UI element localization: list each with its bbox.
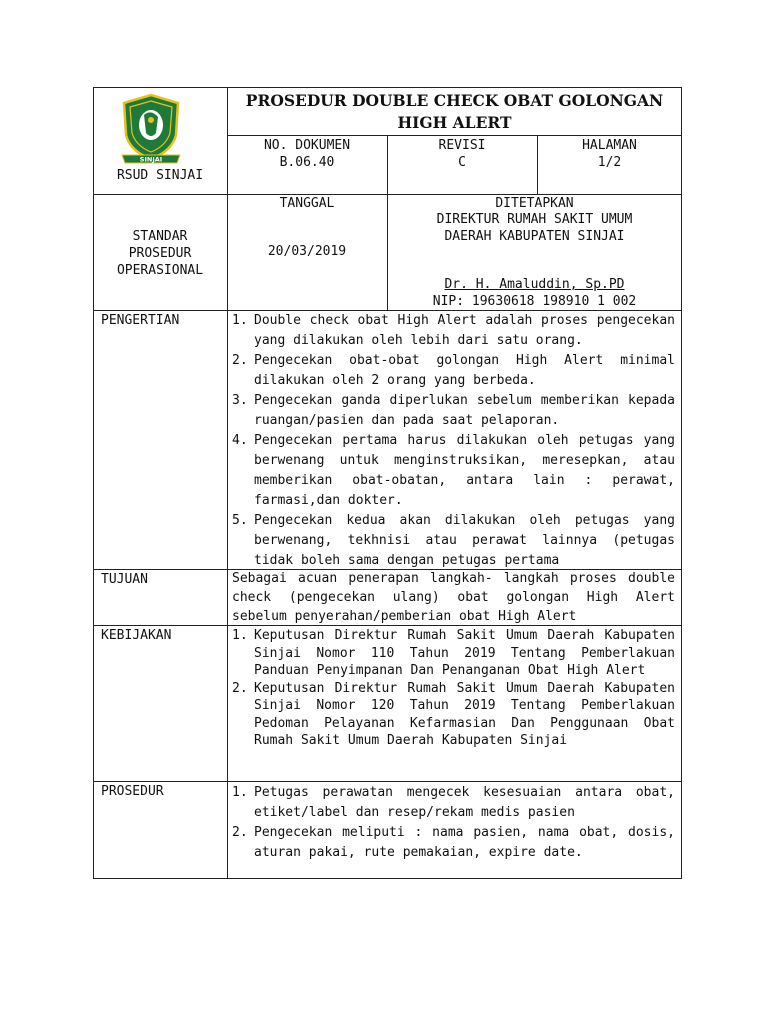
list-item: 3. Pengecekan ganda diperlukan sebelum memberikan kepada ruangan/pasien dan pada saat pelaporan. bbox=[232, 393, 675, 428]
document-title: PROSEDUR DOUBLE CHECK OBAT GOLONGAN HIGH ALERT bbox=[245, 91, 664, 132]
section-label-prosedur: PROSEDUR bbox=[101, 784, 164, 799]
list-item: 2. Keputusan Direktur Rumah Sakit Umum Daerah Kabupaten Sinjai Nomor 120 Tahun 2019 Tentang Pemberlakuan Pedoman Pelayanan Kefarmasian Dan Penggunaan Obat Rumah Sakit Umum Daerah Kabupaten Sinjai bbox=[232, 680, 675, 748]
table-border-left bbox=[93, 87, 94, 879]
list-item: 1. Double check obat High Alert adalah proses pengecekan yang dilakukan oleh lebih dari satu orang. bbox=[232, 313, 675, 348]
direktur-title: DAERAH KABUPATEN SINJAI bbox=[444, 229, 625, 244]
section-label-pengertian: PENGERTIAN bbox=[101, 313, 180, 328]
list-item: 1. Keputusan Direktur Rumah Sakit Umum Daerah Kabupaten Sinjai Nomor 110 Tahun 2019 Tentang Pemberlakuan Panduan Penyimpanan Dan Penanganan Obat High Alert bbox=[232, 628, 675, 678]
section-label-tujuan: TUJUAN bbox=[101, 572, 148, 587]
spo-line: OPERASIONAL bbox=[116, 263, 204, 278]
no-dokumen-label: NO. DOKUMEN bbox=[263, 138, 351, 153]
signer-name: Dr. H. Amaluddin, Sp.PD bbox=[444, 277, 625, 292]
table-line bbox=[227, 135, 682, 136]
table-border-bottom bbox=[93, 878, 682, 879]
table-line bbox=[93, 781, 682, 782]
no-dokumen-value: B.06.40 bbox=[279, 155, 335, 170]
prosedur-list bbox=[232, 783, 675, 863]
sop-table bbox=[93, 87, 682, 878]
spo-line: PROSEDUR bbox=[128, 246, 192, 261]
kebijakan-list bbox=[232, 627, 675, 750]
table-border-top bbox=[93, 87, 682, 88]
hospital-name: RSUD SINJAI bbox=[116, 168, 204, 183]
list-item: 1. Petugas perawatan mengecek kesesuaian antara obat, etiket/label dan resep/rekam medis pasien bbox=[232, 785, 675, 820]
revisi-label: REVISI bbox=[438, 138, 486, 153]
halaman-value: 1/2 bbox=[597, 155, 622, 170]
spo-line: STANDAR bbox=[132, 229, 188, 244]
signer-nip: NIP: 19630618 198910 1 002 bbox=[432, 294, 637, 309]
tujuan-text: Sebagai acuan penerapan langkah- langkah proses double check (pengecekan ulang) obat golongan High Alert sebelum penyerahan/pemberian obat High Alert bbox=[232, 571, 675, 624]
revisi-value: C bbox=[458, 155, 466, 170]
ditetapkan-label: DITETAPKAN bbox=[495, 196, 574, 211]
tanggal-label: TANGGAL bbox=[279, 196, 335, 211]
list-item: 5. Pengecekan kedua akan dilakukan oleh petugas yang berwenang, tekhnisi atau perawat lainnya (petugas tidak boleh sama dengan petugas pertama bbox=[232, 513, 675, 568]
direktur-title: DIREKTUR RUMAH SAKIT UMUM bbox=[436, 212, 633, 227]
hospital-logo bbox=[120, 93, 182, 167]
tanggal-value: 20/03/2019 bbox=[267, 244, 347, 259]
list-item: 2. Pengecekan obat-obat golongan High Alert minimal dilakukan oleh 2 orang yang berbeda. bbox=[232, 353, 675, 388]
svg-text:SINJAI: SINJAI bbox=[139, 155, 163, 164]
list-item: 4. Pengecekan pertama harus dilakukan oleh petugas yang berwenang untuk menginstruksikan, meresepkan, atau memberikan obat-obatan, antara lain : perawat, farmasi,dan dokter. bbox=[232, 433, 675, 508]
list-item: 2. Pengecekan meliputi : nama pasien, nama obat, dosis, aturan pakai, rute pemakaian, expire date. bbox=[232, 825, 675, 860]
pengertian-list bbox=[232, 311, 675, 571]
section-label-kebijakan: KEBIJAKAN bbox=[101, 628, 172, 643]
halaman-label: HALAMAN bbox=[582, 138, 637, 153]
